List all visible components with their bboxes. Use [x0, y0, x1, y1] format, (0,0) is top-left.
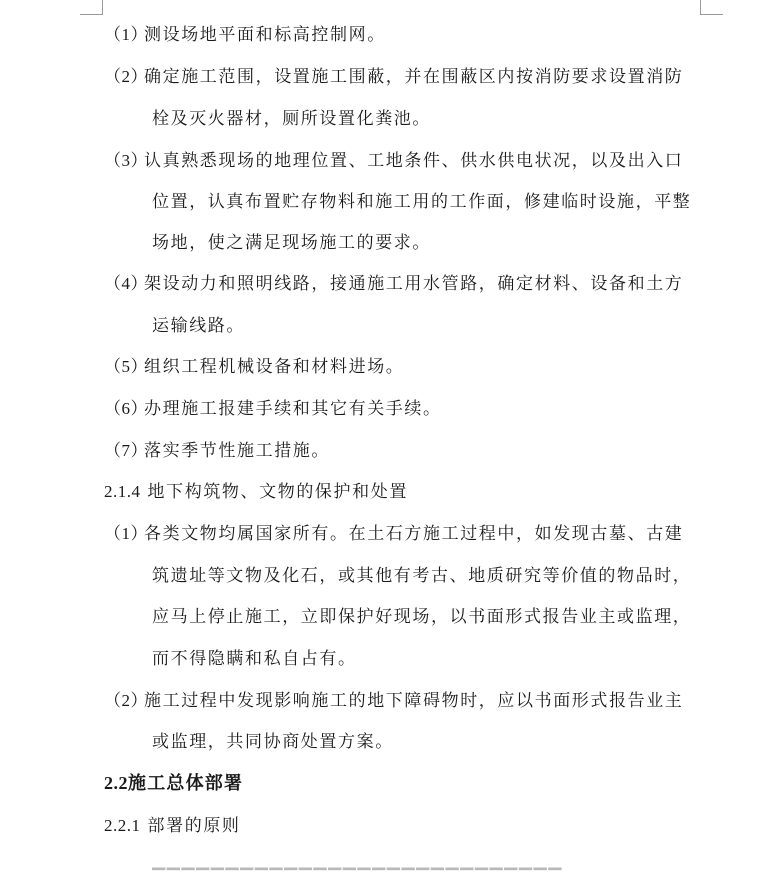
list-item-number: （1） [104, 25, 148, 44]
list-item [104, 24, 386, 46]
list-item-text: 确定施工范围，设置施工围蔽，并在围蔽区内按消防要求设置消防 [144, 67, 684, 87]
list-item [104, 356, 404, 378]
list-item-number: （3） [104, 151, 148, 170]
list-item-continuation: 或监理，共同协商处置方案。 [152, 732, 394, 752]
list-item-continuation: 而不得隐瞒和私自占有。 [152, 649, 357, 669]
list-item-number: （1） [104, 524, 148, 543]
list-item-number: （7） [104, 441, 148, 460]
list-item-number: （6） [104, 399, 148, 418]
page-corner-mark-right [700, 0, 723, 15]
list-item-text: 落实季节性施工措施。 [144, 441, 330, 461]
list-item-continuation: 运输线路。 [152, 316, 245, 336]
list-item-text: 测设场地平面和标高控制网。 [144, 25, 386, 45]
section-heading-2-1-4 [104, 481, 408, 503]
list-item [104, 66, 683, 88]
list-item-continuation: 场地，使之满足现场施工的要求。 [152, 233, 431, 253]
list-item-continuation: 筑遗址等文物及化石，或其他有考古、地质研究等价值的物品时， [152, 566, 692, 586]
list-item-continuation: 位置，认真布置贮存物料和施工用的工作面，修建临时设施，平整 [152, 192, 692, 212]
section-number: 2.2 [104, 773, 128, 793]
section-title: 地下构筑物、文物的保护和处置 [147, 482, 408, 502]
list-item-text: 办理施工报建手续和其它有关手续。 [144, 399, 442, 419]
list-item-continuation: 栓及灭火器材，厕所设置化粪池。 [152, 109, 431, 129]
list-item [104, 273, 683, 295]
list-item [104, 150, 683, 172]
list-item-text: 施工过程中发现影响施工的地下障碍物时，应以书面形式报告业主 [144, 691, 684, 711]
list-item-text: 认真熟悉现场的地理位置、工地条件、供水供电状况，以及出入口 [144, 151, 684, 171]
cutoff-text-line: ▁▁▁▁▁▁▁▁▁▁▁▁▁▁▁▁▁▁▁▁▁▁▁▁▁▁▁▁ [152, 851, 563, 871]
list-item-number: （5） [104, 357, 148, 376]
list-item-continuation: 应马上停止施工，立即保护好现场，以书面形式报告业主或监理， [152, 607, 692, 627]
section-number: 2.2.1 [104, 816, 141, 835]
list-item [104, 523, 683, 545]
list-item-text: 各类文物均属国家所有。在土石方施工过程中，如发现古墓、古建 [144, 524, 684, 544]
section-heading-2-2 [104, 772, 243, 795]
list-item-text: 组织工程机械设备和材料进场。 [144, 357, 405, 377]
list-item [104, 398, 442, 420]
list-item-text: 架设动力和照明线路，接通施工用水管路，确定材料、设备和土方 [144, 274, 684, 294]
list-item-number: （4） [104, 274, 148, 293]
section-title: 施工总体部署 [128, 773, 244, 794]
section-heading-2-2-1 [104, 815, 241, 837]
page-corner-mark-left [80, 0, 103, 15]
list-item-number: （2） [104, 691, 148, 710]
section-number: 2.1.4 [104, 482, 141, 501]
section-title: 部署的原则 [147, 816, 241, 836]
list-item [104, 440, 330, 462]
list-item-number: （2） [104, 67, 148, 86]
list-item [104, 690, 683, 712]
